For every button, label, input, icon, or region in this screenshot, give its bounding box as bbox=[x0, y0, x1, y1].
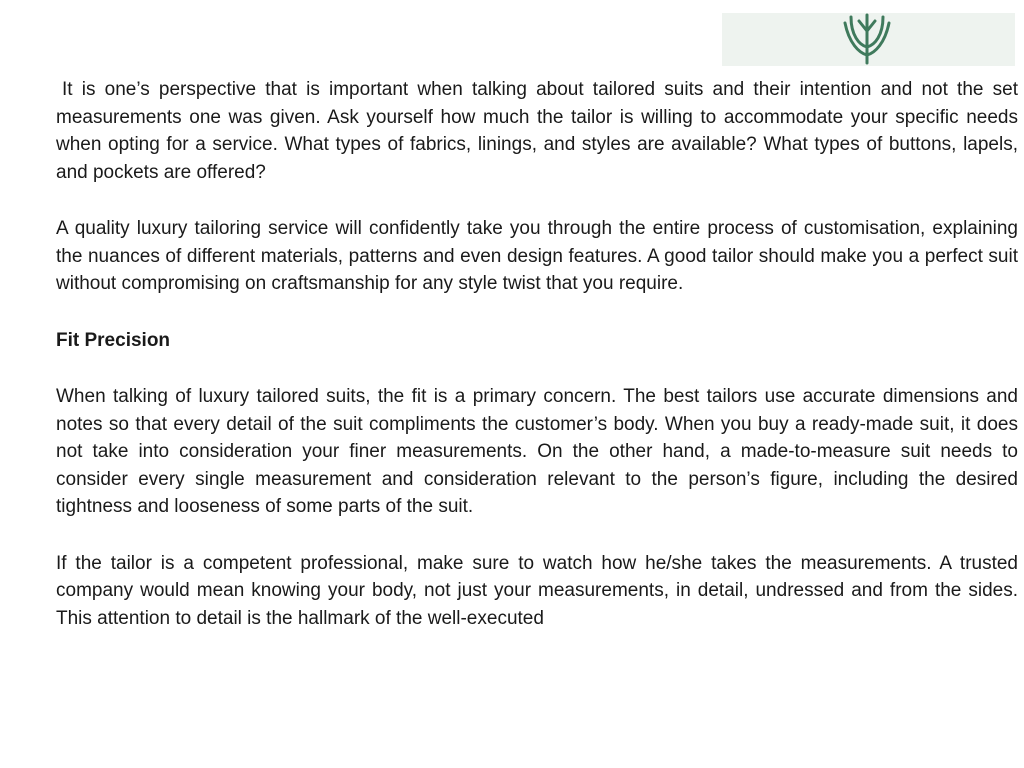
paragraph-fit: When talking of luxury tailored suits, the fit is a primary concern. The best tailors use accurate dimensions and notes so that every detail of the suit compliments the customer’s body. When you buy a ready-made suit, it does not take into consideration your finer measurements. On the other hand, a made-to-measure suit needs to consider every single measurement and consideration relevant to the person’s figure, including the desired tightness and looseness of some parts of the suit. bbox=[56, 386, 1018, 517]
article-body bbox=[56, 76, 1018, 661]
paragraph-quality-service: A quality luxury tailoring service will confidently take you through the entire process of customisation, explaining the nuances of different materials, patterns and even design features. A good tailor should make you a perfect suit without compromising on craftsmanship for any style twist that you require. bbox=[56, 218, 1018, 294]
paragraph-perspective: It is one’s perspective that is important when talking about tailored suits and their intention and not the set measurements one was given. Ask yourself how much the tailor is willing to accommodate your specific needs when opting for a service. What types of fabrics, linings, and styles are available? What types of buttons, lapels, and pockets are offered? bbox=[56, 79, 1018, 183]
paragraph-measurements: If the tailor is a competent professional, make sure to watch how he/she takes the measurements. A trusted company would mean knowing your body, not just your measurements, in detail, undressed and from the sides. This attention to detail is the hallmark of the well-executed bbox=[56, 552, 1018, 629]
logo-banner bbox=[722, 13, 1015, 66]
section-heading: Fit Precision bbox=[56, 329, 171, 351]
trident-monogram-icon bbox=[837, 13, 897, 66]
